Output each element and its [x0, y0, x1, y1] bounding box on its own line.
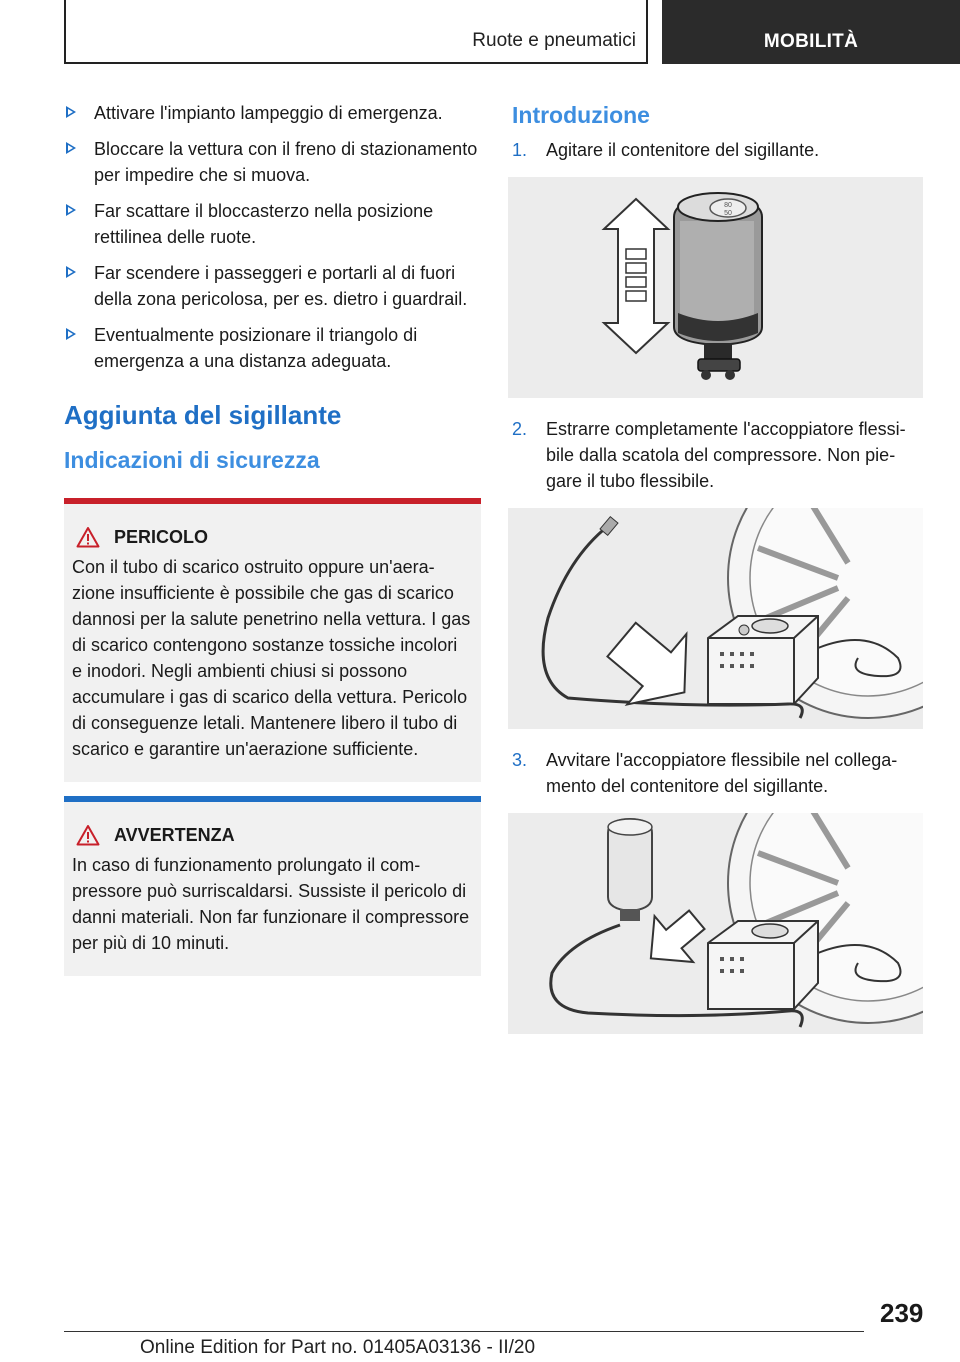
- warning-title: AVVERTENZA: [114, 824, 235, 845]
- step-text: Agitare il contenitore del sigillante.: [546, 140, 820, 160]
- step-text: Estrarre completamente l'accoppiatore flessibile dalla scatola del compressore. Non piegare il tubo flessibile.: [546, 419, 906, 491]
- step-number: 2.: [512, 419, 528, 439]
- list-item: Far scattare il bloccasterzo nella posizione rettilinea delle ruote.: [64, 198, 481, 250]
- shake-bottle-illustration: [508, 177, 923, 398]
- list-item: Eventualmente posizionare il triangolo di emergenza a una distanza adeguata.: [64, 322, 481, 374]
- list-item: [508, 137, 923, 163]
- right-column: [508, 100, 923, 1052]
- triangle-bullet-icon: [66, 204, 76, 216]
- step-number: 3.: [512, 750, 528, 770]
- connect-hose-illustration: [508, 813, 923, 1034]
- left-column: [64, 100, 481, 990]
- step-number: 1.: [512, 140, 528, 160]
- bottle-label-bottom: 50: [724, 210, 732, 217]
- warning-text: In caso di funzionamento prolungato il compressore può surriscaldarsi. Sussiste il pericolo di danni materiali. Non far funzionare il compressore per più di 10 minuti.: [72, 855, 470, 953]
- safety-subtitle: Indicazioni di sicurezza: [64, 447, 320, 473]
- warning-triangle-icon: [76, 824, 100, 846]
- list-item: Bloccare la vettura con il freno di stazionamento per impedire che si muova.: [64, 136, 481, 188]
- list-item: Far scendere i passeggeri e portarli al di fuori della zona pericolosa, per es. dietro i guardrail.: [64, 260, 481, 312]
- warning-triangle-icon: [76, 526, 100, 548]
- list-item: Attivare l'impianto lampeggio di emergenza.: [64, 100, 481, 126]
- intro-title: Introduzione: [512, 102, 650, 128]
- triangle-bullet-icon: [66, 106, 76, 118]
- step-text: Avvitare l'accoppiatore flessibile nel collegamento del contenitore del sigillante.: [546, 750, 898, 796]
- page-number: 239: [880, 1298, 924, 1328]
- compressor-hose-illustration: [508, 508, 923, 729]
- list-item: [508, 747, 923, 799]
- safety-steps-list: [64, 100, 481, 374]
- header-chapter-tab: [662, 0, 960, 64]
- footer-divider: [64, 1331, 864, 1332]
- warning-notice: [64, 796, 481, 976]
- danger-text: Con il tubo di scarico ostruito oppure un'aerazione insufficiente è possibile che gas di scarico dannosi per la salute penetrino nella vettura. I gas di scarico contengono sostanze tossiche incolori e inodori. Negli ambienti chiusi si possono accumulare i gas di scarico della vettura. Pericolo di conseguenze letali. Mantenere libero il tubo di scarico e garantire un'aerazione sufficiente.: [72, 557, 471, 759]
- danger-title: PERICOLO: [114, 526, 209, 547]
- bottle-label-top: 80: [724, 202, 732, 209]
- danger-notice: [64, 498, 481, 782]
- triangle-bullet-icon: [66, 142, 76, 154]
- header-chapter-title: MOBILITÀ: [763, 31, 859, 52]
- header-section-box: [64, 0, 648, 64]
- section-title: Aggiunta del sigillante: [64, 400, 342, 430]
- header-section-title: Ruote e pneumatici: [472, 30, 636, 51]
- list-item: [508, 416, 923, 494]
- triangle-bullet-icon: [66, 266, 76, 278]
- footer-edition: Online Edition for Part no. 01405A03136 - II/20: [140, 1337, 536, 1358]
- triangle-bullet-icon: [66, 328, 76, 340]
